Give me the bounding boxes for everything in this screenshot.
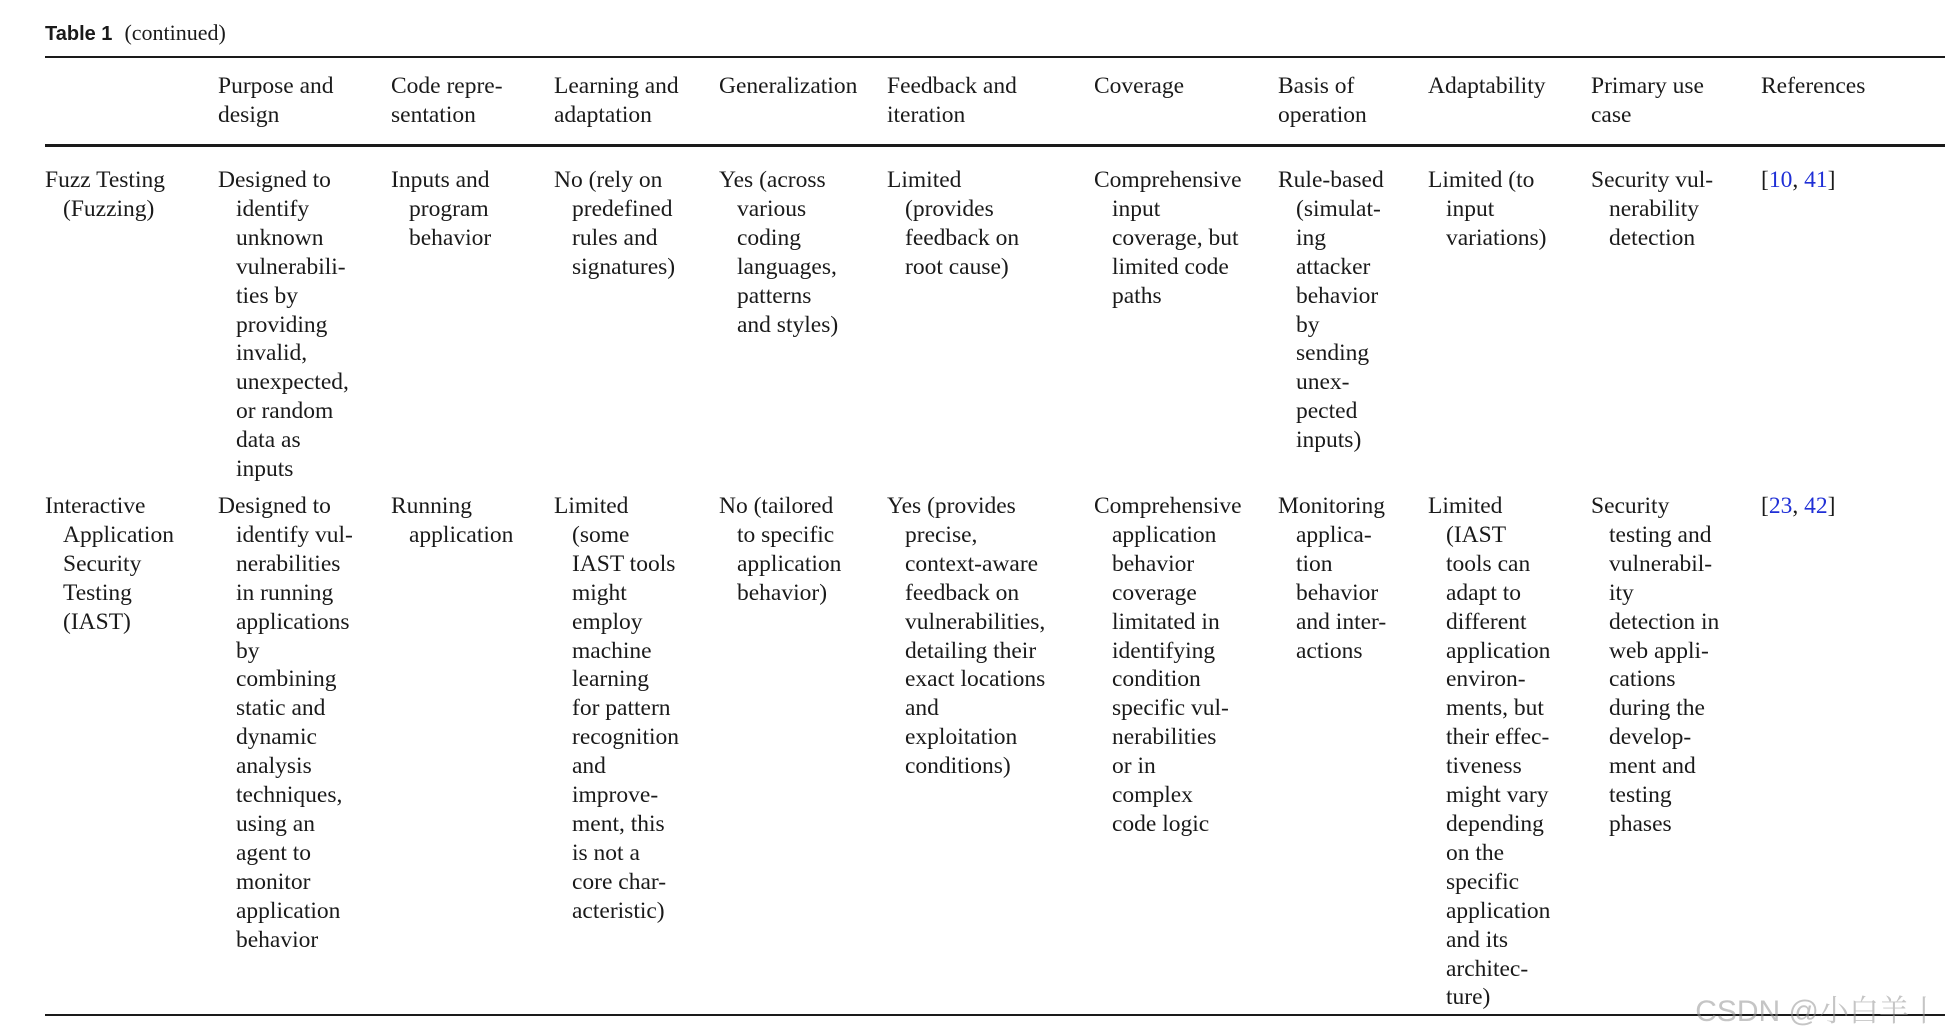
row-fuzzing-primary-use: Security vul- nerability detection xyxy=(1591,167,1714,251)
row-iast-learning: Limited (some IAST tools might employ machine learning for pattern recognition and improve- ment, this is not a core char- acteristic) xyxy=(554,493,680,924)
row-iast-purpose: Designed to identify vul- nerabilities in running applications by combining static and dynamic analysis techniques, using an agent to monitor application behavior xyxy=(218,493,353,953)
header-adaptability: Adaptability xyxy=(1428,73,1546,99)
row-fuzzing-basis: Rule-based (simulat- ing attacker behavior by sending unex- pected inputs) xyxy=(1278,167,1384,454)
row-iast-basis: Monitoring applica- tion behavior and inter- actions xyxy=(1278,493,1387,664)
row-iast-generalization: No (tailored to specific application behavior) xyxy=(719,493,842,606)
row-fuzzing-generalization: Yes (across various coding languages, patterns and styles) xyxy=(719,167,839,338)
reference-link[interactable]: 41 xyxy=(1804,167,1828,193)
header-references: References xyxy=(1761,73,1866,99)
table-label: Table 1 xyxy=(45,23,113,45)
row-fuzzing-name: Fuzz Testing (Fuzzing) xyxy=(45,167,165,222)
row-iast-coverage: Comprehensive application behavior coverage limitated in identifying condition specific vul- nerabilities or in complex code logic xyxy=(1094,493,1242,837)
row-fuzzing-code-representation: Inputs and program behavior xyxy=(391,167,492,251)
row-fuzzing-purpose: Designed to identify unknown vulnerabili- ties by providing invalid, unexpected, or random data as inputs xyxy=(218,167,349,483)
reference-link[interactable]: 23 xyxy=(1768,493,1793,519)
header-learning-and-adaptation: Learning and adaptation xyxy=(554,73,679,128)
row-fuzzing-references: [10, 41] xyxy=(1761,167,1836,193)
watermark: CSDN @小白羊丨 xyxy=(1695,995,1939,1028)
table-continued-note: (continued) xyxy=(124,20,226,45)
reference-link[interactable]: 10 xyxy=(1768,167,1793,193)
table-header-rule xyxy=(45,144,1945,147)
header-feedback-and-iteration: Feedback and iteration xyxy=(887,73,1017,128)
header-primary-use-case: Primary use case xyxy=(1591,73,1704,128)
header-basis-of-operation: Basis of operation xyxy=(1278,73,1367,128)
row-iast-name: Interactive Application Security Testing (IAST) xyxy=(45,493,174,635)
row-fuzzing-coverage: Comprehensive input coverage, but limited code paths xyxy=(1094,167,1242,309)
row-fuzzing-learning: No (rely on predefined rules and signatures) xyxy=(554,167,676,280)
row-fuzzing-feedback: Limited (provides feedback on root cause) xyxy=(887,167,1020,280)
table-top-rule xyxy=(45,56,1945,58)
row-iast-references: [23, 42] xyxy=(1761,493,1836,519)
header-purpose-and-design: Purpose and design xyxy=(218,73,334,128)
row-fuzzing-adaptability: Limited (to input variations) xyxy=(1428,167,1547,251)
row-iast-code-representation: Running application xyxy=(391,493,514,548)
header-code-representation: Code repre- sentation xyxy=(391,73,503,128)
header-coverage: Coverage xyxy=(1094,73,1185,99)
row-iast-primary-use: Security testing and vulnerabil- ity detection in web appli- cations during the develop- ment and testing phases xyxy=(1591,493,1720,837)
reference-link[interactable]: 42 xyxy=(1804,493,1828,519)
row-iast-feedback: Yes (provides precise, context-aware feedback on vulnerabilities, detailing their exact locations and exploitation conditions) xyxy=(887,493,1046,780)
header-generalization: Generalization xyxy=(719,73,858,99)
table-caption xyxy=(45,20,226,47)
table-bottom-rule xyxy=(45,1014,1945,1016)
row-iast-adaptability: Limited (IAST tools can adapt to different application environ- ments, but their effec- tiveness might vary depending on the specific application and its architec- ture) xyxy=(1428,493,1551,1011)
